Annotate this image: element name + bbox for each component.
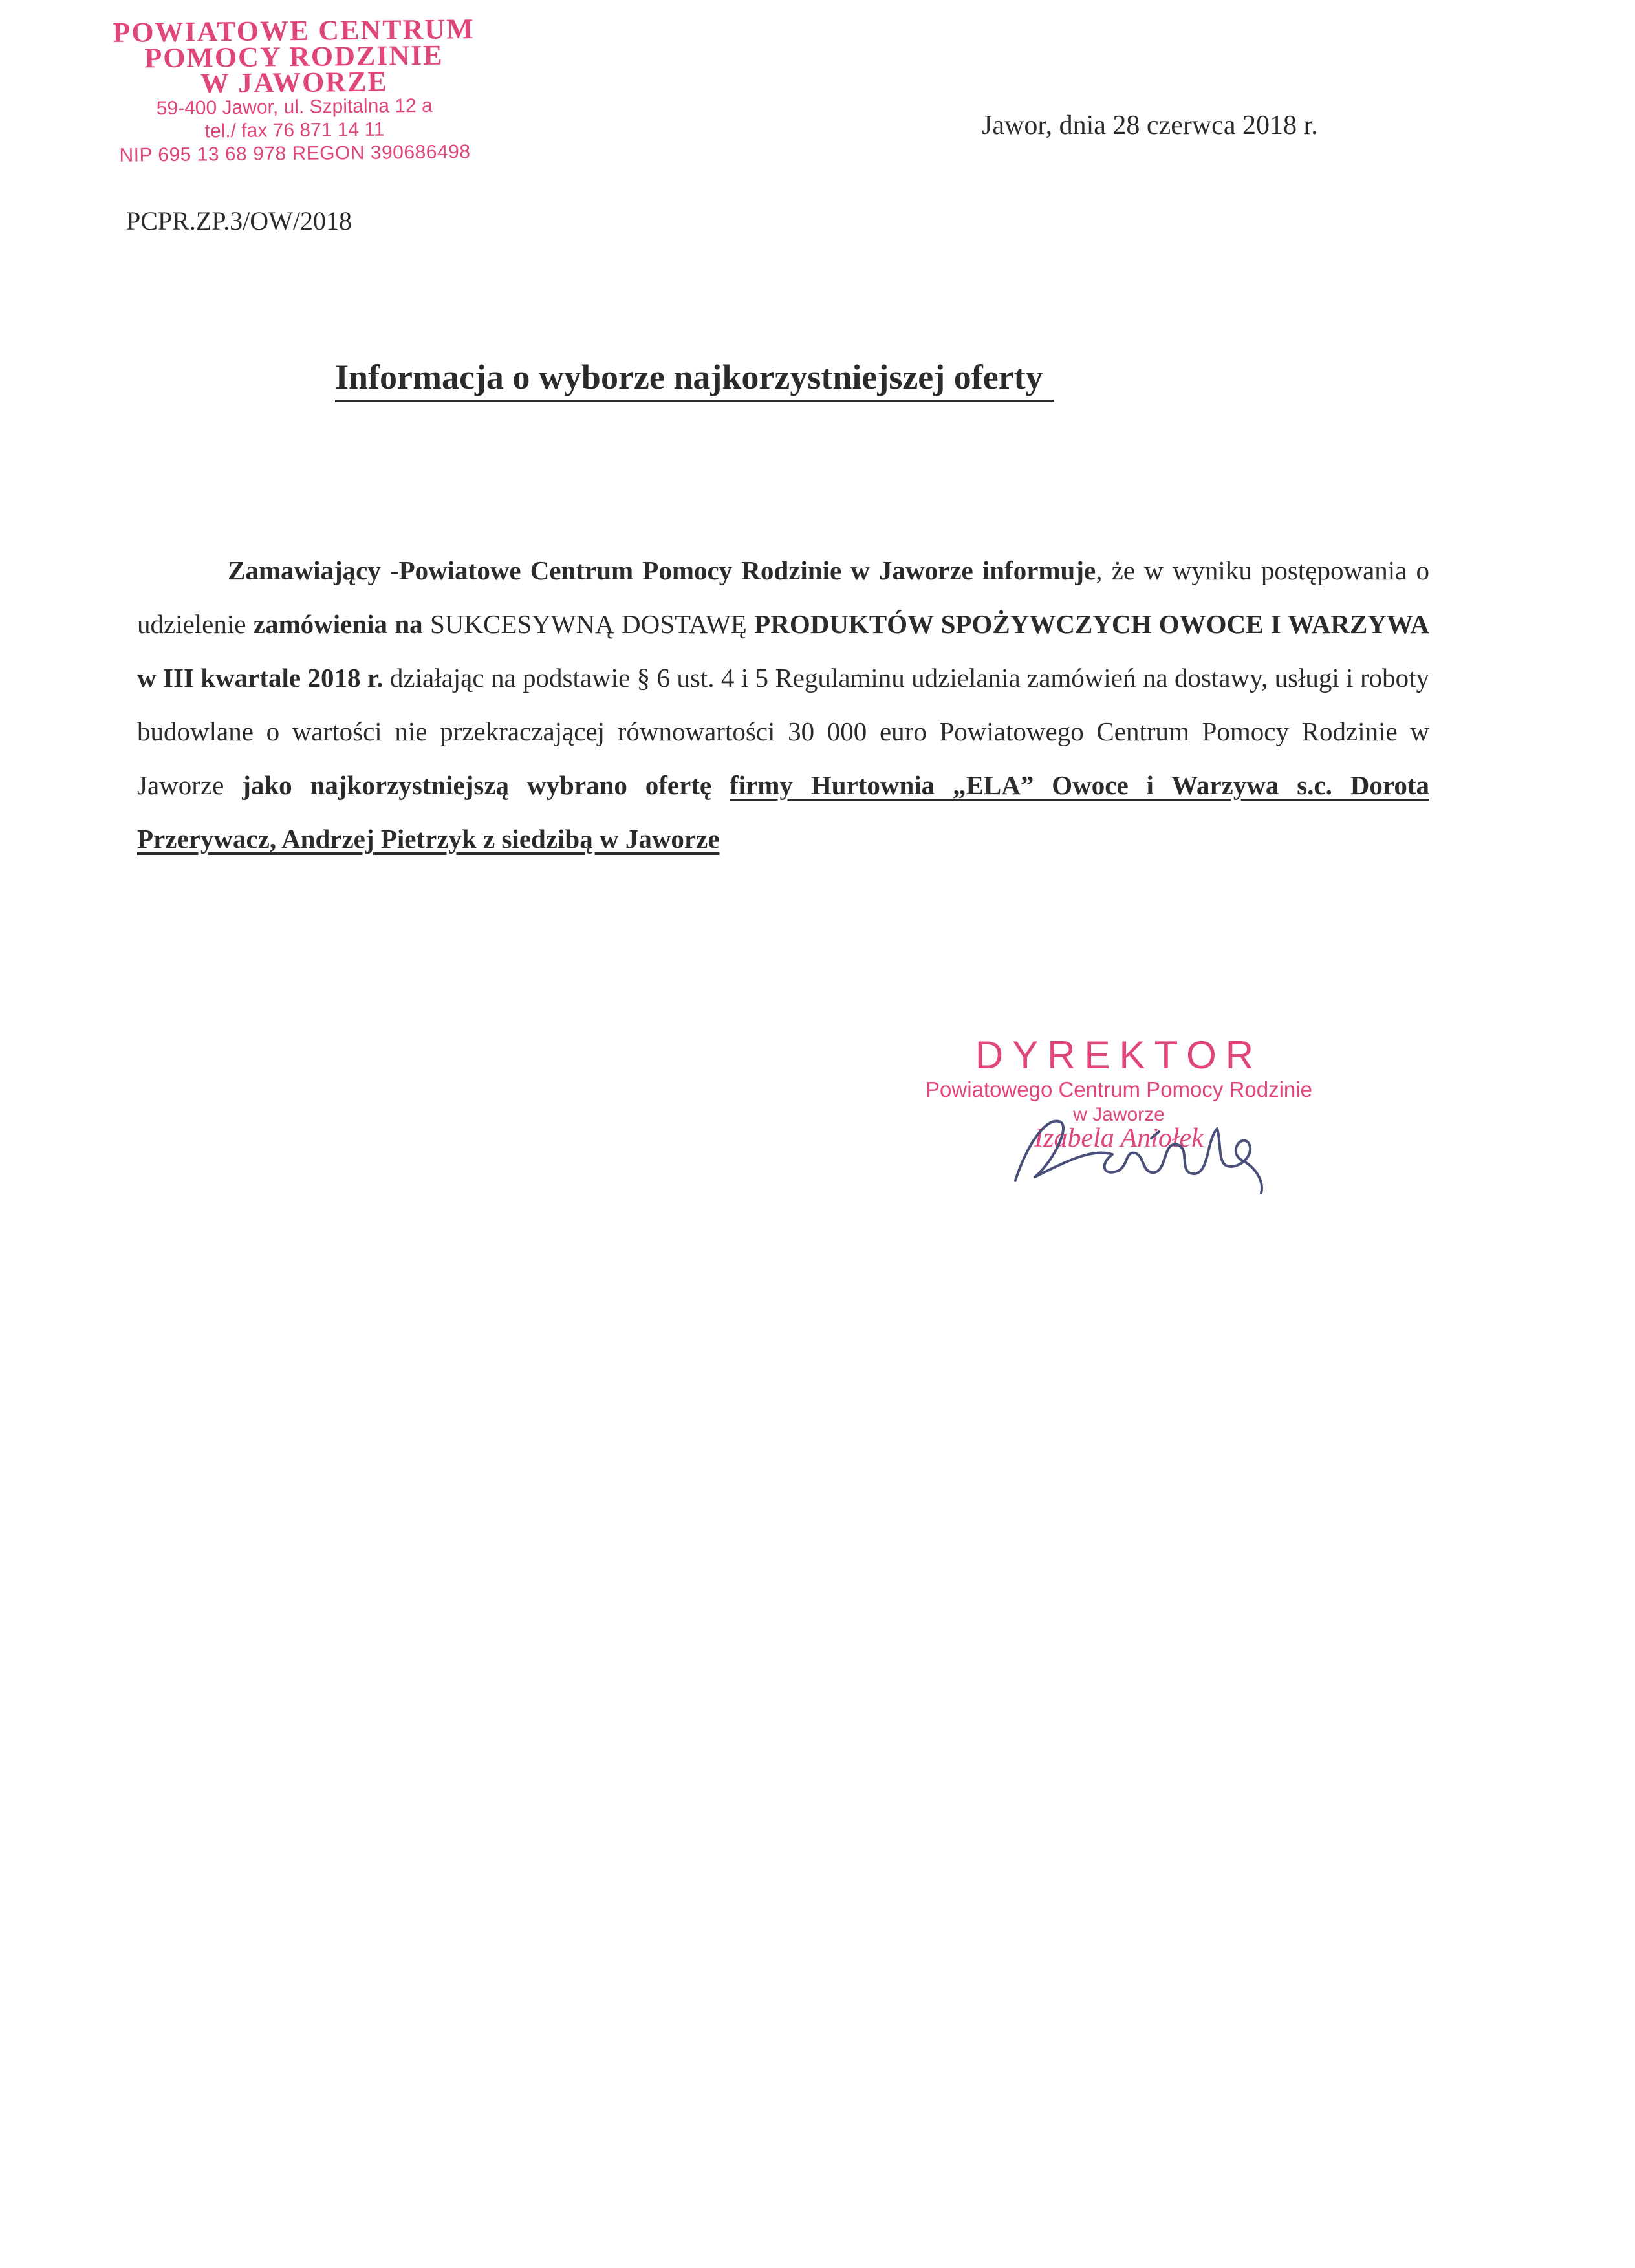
stamp-director-name: Izabela Aniołek — [1034, 1123, 1204, 1153]
document-title: Informacja o wyborze najkorzystniejszej oferty — [335, 357, 1054, 402]
reference-number: PCPR.ZP.3/OW/2018 — [126, 206, 352, 235]
institution-stamp — [87, 13, 502, 168]
body-part-3: zamówienia na — [253, 609, 423, 639]
body-paragraph — [137, 544, 1429, 866]
handwritten-signature — [990, 1103, 1287, 1200]
selected-contractor: firmy Hurtownia „ELA” Owoce i Warzywa s.c. Dorota Przerywacz, Andrzej Pietrzyk z siedzibą w Jaworze — [137, 770, 1429, 854]
body-part-5: PRODUKTÓW SPOŻYWCZYCH OWOCE I WARZYWA w III kwartale 2018 r. — [137, 609, 1429, 693]
body-part-7: jako najkorzystniejszą wybrano ofertę — [242, 770, 730, 800]
stamp-name-line-1: POWIATOWE CENTRUM — [113, 13, 475, 49]
body-part-1: Zamawiający -Powiatowe Centrum Pomocy Rodzinie w Jaworze informuje — [228, 556, 1096, 585]
body-part-6: działając na podstawie § 6 ust. 4 i 5 Regulaminu udzielania zamówień na dostawy, usługi i roboty budowlane o wartości nie przekraczającej równowartości 30 000 euro Powiatowego Centrum Pomocy Rodzinie w Jaworze — [137, 663, 1429, 800]
stamp-name-line-3: W JAWORZE — [200, 65, 389, 100]
stamp-address: 59-400 Jawor, ul. Szpitalna 12 a — [156, 94, 433, 120]
place-and-date: Jawor, dnia 28 czerwca 2018 r. — [982, 111, 1318, 140]
stamp-director-city: w Jaworze — [1073, 1104, 1165, 1125]
stamp-name-line-2: POMOCY RODZINIE — [144, 39, 444, 74]
stamp-director-org: Powiatowego Centrum Pomocy Rodzinie — [926, 1077, 1312, 1101]
body-part-2: , że w wyniku postępowania o udzielenie — [137, 556, 1429, 639]
stamp-tax-ids: NIP 695 13 68 978 REGON 390686498 — [119, 141, 471, 166]
stamp-phone: tel./ fax 76 871 14 11 — [204, 118, 385, 142]
stamp-director-title: DYREKTOR — [975, 1033, 1263, 1077]
body-part-4: SUKCESYWNĄ DOSTAWĘ — [422, 609, 755, 639]
